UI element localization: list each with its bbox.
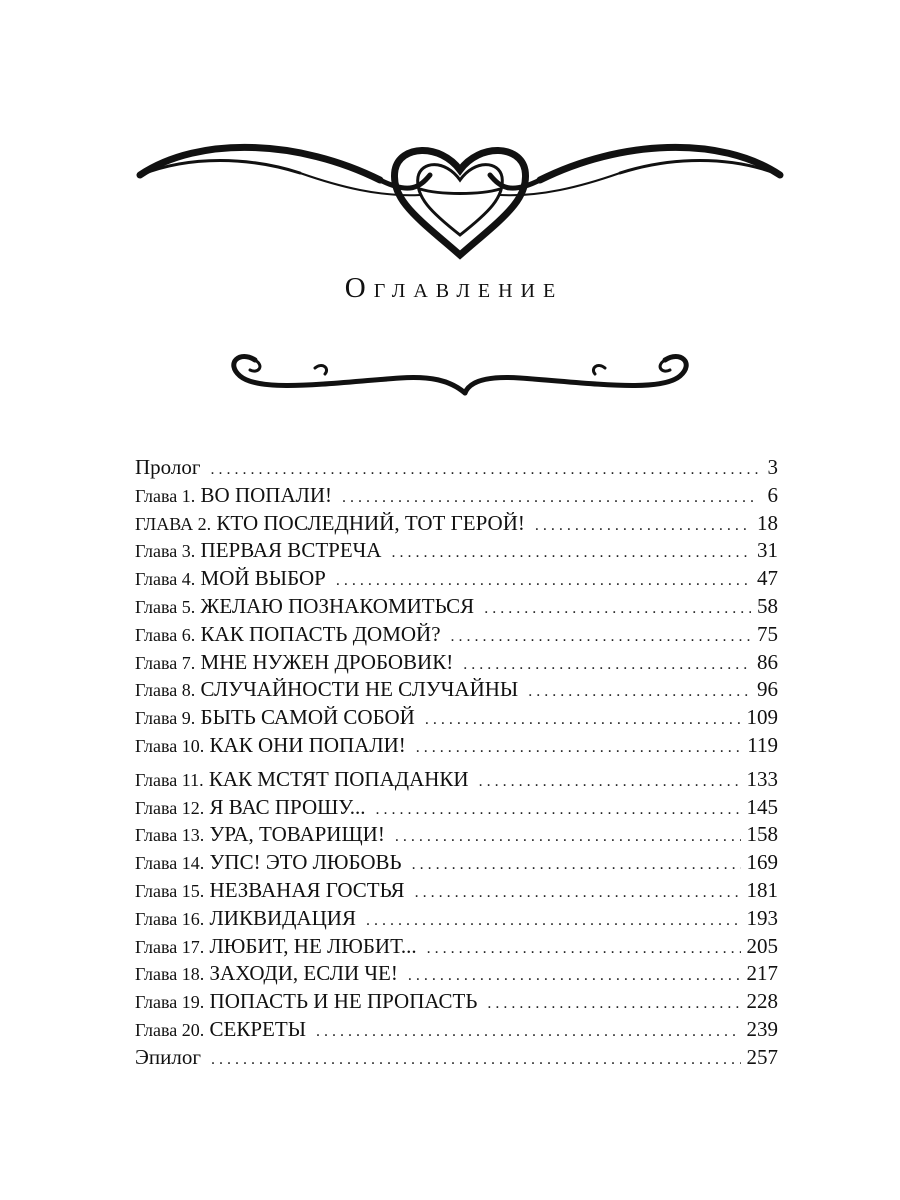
toc-entry xyxy=(135,822,778,850)
page-number: 96 xyxy=(757,677,778,702)
chapter-number: Глава 6. xyxy=(135,624,196,645)
page-title: Оглавление xyxy=(344,272,564,304)
toc-entry-label xyxy=(135,989,477,1014)
heart-swirl-ornament xyxy=(0,125,900,265)
toc-entry xyxy=(135,622,778,650)
page-number: 158 xyxy=(746,822,778,847)
toc-entry-label xyxy=(135,961,398,986)
toc-entry xyxy=(135,538,778,566)
toc-entry xyxy=(135,1017,778,1045)
chapter-title: УРА, ТОВАРИЩИ! xyxy=(209,822,385,847)
chapter-number: Глава 3. xyxy=(135,541,196,562)
chapter-title: ЖЕЛАЮ ПОЗНАКОМИТЬСЯ xyxy=(200,593,475,618)
dot-leader xyxy=(484,600,751,618)
toc-entry-label xyxy=(135,906,356,931)
dot-leader xyxy=(416,739,741,757)
page-number: 228 xyxy=(746,989,778,1014)
chapter-title: НЕЗВАНАЯ ГОСТЬЯ xyxy=(209,877,405,902)
chapter-number: Глава 16. xyxy=(135,908,205,929)
chapter-number: Глава 11. xyxy=(135,769,204,790)
chapter-title: УПС! ЭТО ЛЮБОВЬ xyxy=(209,850,402,875)
chapter-number: Глава 8. xyxy=(135,680,196,701)
toc-entry-label xyxy=(135,767,469,792)
page-number: 193 xyxy=(746,905,778,930)
chapter-title: ЛИКВИДАЦИЯ xyxy=(209,905,356,930)
page-number: 18 xyxy=(757,510,778,535)
chapter-title: ВО ПОПАЛИ! xyxy=(200,482,333,507)
toc-entry xyxy=(135,594,778,622)
toc-entry-label xyxy=(135,1045,201,1070)
dot-leader xyxy=(342,489,758,507)
chapter-title: МНЕ НУЖЕН ДРОБОВИК! xyxy=(200,649,454,674)
chapter-number: Глава 12. xyxy=(135,797,205,818)
dot-leader xyxy=(415,884,741,902)
page-number: 181 xyxy=(746,877,778,902)
chapter-title: ЛЮБИТ, НЕ ЛЮБИТ... xyxy=(209,933,417,958)
chapter-number: Глава 4. xyxy=(135,569,196,590)
toc-entry xyxy=(135,767,778,795)
page-number: 3 xyxy=(767,455,778,479)
toc-entry-label xyxy=(135,878,405,903)
toc-entry-label xyxy=(135,483,332,508)
page-number: 257 xyxy=(746,1044,778,1069)
toc-entry-label xyxy=(135,650,453,675)
toc-entry-label xyxy=(135,455,200,480)
dot-leader xyxy=(395,828,741,846)
toc-entry xyxy=(135,455,778,483)
toc-entry-label xyxy=(135,677,518,702)
toc-entry-label xyxy=(135,511,525,536)
chapter-number: Глава 1. xyxy=(135,485,196,506)
toc-entry-label xyxy=(135,1017,306,1042)
page-number: 169 xyxy=(746,850,778,875)
chapter-number: Глава 10. xyxy=(135,735,205,756)
dot-leader xyxy=(376,801,741,819)
chapter-title: КТО ПОСЛЕДНИЙ, ТОТ ГЕРОЙ! xyxy=(216,510,525,535)
toc-entry xyxy=(135,934,778,962)
toc-entry xyxy=(135,705,778,733)
dot-leader xyxy=(412,856,741,874)
chapter-title: Эпилог xyxy=(135,1044,201,1069)
toc-entry-label xyxy=(135,622,441,647)
chapter-title: ПЕРВАЯ ВСТРЕЧА xyxy=(200,538,382,563)
dot-leader xyxy=(316,1023,740,1041)
dot-leader xyxy=(408,967,741,985)
page-number: 119 xyxy=(747,732,778,757)
dot-leader xyxy=(211,1051,741,1069)
toc-entry-label xyxy=(135,934,417,959)
chapter-title: БЫТЬ САМОЙ СОБОЙ xyxy=(200,705,415,730)
dot-leader xyxy=(366,912,741,930)
chapter-number: Глава 17. xyxy=(135,936,205,957)
chapter-number: Глава 9. xyxy=(135,708,196,729)
toc-entry xyxy=(135,511,778,539)
page-number: 217 xyxy=(746,961,778,986)
toc-entry xyxy=(135,850,778,878)
chapter-title: КАК МСТЯТ ПОПАДАНКИ xyxy=(208,766,469,791)
chapter-title: КАК ОНИ ПОПАЛИ! xyxy=(209,732,406,757)
dot-leader xyxy=(487,995,740,1013)
chapter-number: Глава 14. xyxy=(135,853,205,874)
chapter-title: СЕКРЕТЫ xyxy=(209,1016,307,1041)
toc-entry xyxy=(135,878,778,906)
toc-entry xyxy=(135,961,778,989)
page-number: 109 xyxy=(746,705,778,730)
toc-entry xyxy=(135,677,778,705)
toc-entry-label xyxy=(135,566,326,591)
dot-leader xyxy=(391,544,751,562)
toc-entry xyxy=(135,733,778,761)
page-number: 6 xyxy=(767,482,778,507)
toc-entry-label xyxy=(135,822,385,847)
page-number: 58 xyxy=(757,593,778,618)
page-number: 86 xyxy=(757,649,778,674)
toc-entry-label xyxy=(135,733,406,758)
chapter-number: Глава 7. xyxy=(135,652,196,673)
dot-leader xyxy=(336,572,751,590)
toc-entry-label xyxy=(135,850,402,875)
page-number: 205 xyxy=(746,933,778,958)
toc-entry-label xyxy=(135,594,474,619)
dot-leader xyxy=(463,656,751,674)
chapter-number: Глава 13. xyxy=(135,825,205,846)
chapter-title: Пролог xyxy=(135,455,201,479)
toc-entry xyxy=(135,906,778,934)
page-number: 47 xyxy=(757,566,778,591)
dot-leader xyxy=(425,711,741,729)
toc-entry-label xyxy=(135,795,366,820)
chapter-number: Глава 19. xyxy=(135,992,205,1013)
page-number: 145 xyxy=(746,794,778,819)
toc-entry xyxy=(135,483,778,511)
chapter-number: Глава 20. xyxy=(135,1019,205,1040)
dot-leader xyxy=(210,461,758,479)
chapter-number: Глава 15. xyxy=(135,880,205,901)
chapter-number: ГЛАВА 2. xyxy=(135,513,212,534)
chapter-title: КАК ПОПАСТЬ ДОМОЙ? xyxy=(200,621,441,646)
toc-entry xyxy=(135,650,778,678)
toc-entry xyxy=(135,989,778,1017)
dot-leader xyxy=(528,683,751,701)
dot-leader xyxy=(535,517,751,535)
dot-leader xyxy=(427,940,741,958)
page-number: 31 xyxy=(757,538,778,563)
chapter-number: Глава 18. xyxy=(135,964,205,985)
chapter-title: Я ВАС ПРОШУ... xyxy=(209,794,366,819)
scroll-swirl-ornament xyxy=(0,338,900,408)
page-number: 133 xyxy=(746,766,778,791)
chapter-number: Глава 5. xyxy=(135,596,196,617)
toc-entry-label xyxy=(135,705,415,730)
toc-entry xyxy=(135,566,778,594)
toc-entry-label xyxy=(135,538,381,563)
toc-entry xyxy=(135,1045,778,1073)
toc-entry xyxy=(135,795,778,823)
page-number: 239 xyxy=(746,1016,778,1041)
chapter-title: СЛУЧАЙНОСТИ НЕ СЛУЧАЙНЫ xyxy=(200,677,519,702)
chapter-title: ПОПАСТЬ И НЕ ПРОПАСТЬ xyxy=(209,989,478,1014)
table-of-contents xyxy=(135,455,778,1073)
dot-leader xyxy=(451,628,751,646)
chapter-title: ЗАХОДИ, ЕСЛИ ЧЕ! xyxy=(209,961,398,986)
page-number: 75 xyxy=(757,621,778,646)
dot-leader xyxy=(479,773,741,791)
chapter-title: МОЙ ВЫБОР xyxy=(200,566,326,591)
